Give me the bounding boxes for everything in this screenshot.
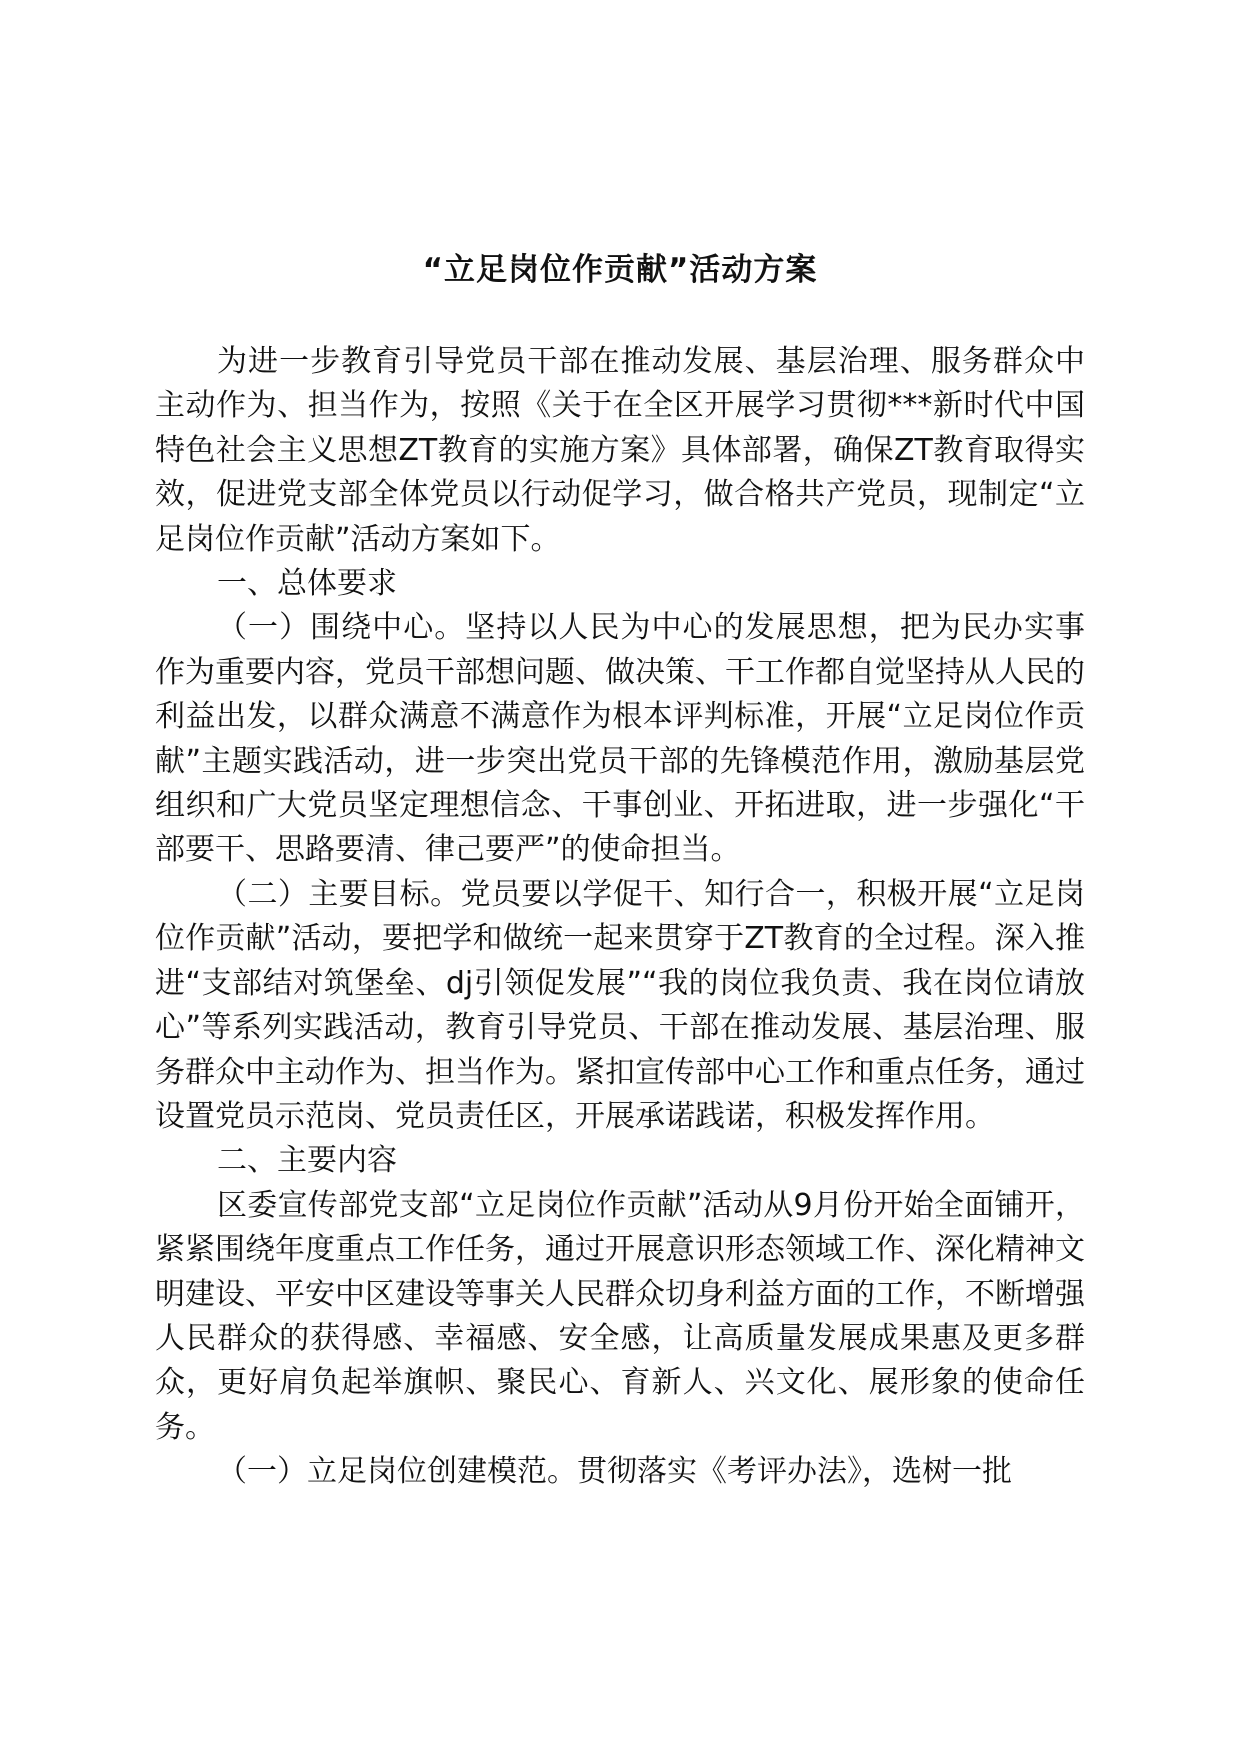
paragraph-main-goals: （二）主要目标。党员要以学促干、知行合一，积极开展“立足岗位作贡献”活动，要把学和做统一起来贯穿于ZT教育的全过程。深入推进“支部结对筑堡垒、dj引领促发展”“我的岗位我负责、我在岗位请放心”等系列实践活动，教育引导党员、干部在推动发展、基层治理、服务群众中主动作为、担当作为。紧扣宣传部中心工作和重点任务，通过设置党员示范岗、党员责任区，开展承诺践诺，积极发挥作用。 <box>155 876 1085 1134</box>
paragraph-main-content: 区委宣传部党支部“立足岗位作贡献”活动从9月份开始全面铺开，紧紧围绕年度重点工作任务，通过开展意识形态领域工作、深化精神文明建设、平安中区建设等事关人民群众切身利益方面的工作，不断增强人民群众的获得感、幸福感、安全感，让高质量发展成果惠及更多群众，更好肩负起举旗帜、聚民心、育新人、兴文化、展形象的使命任务。 <box>155 1187 1085 1445</box>
paragraph-focus-center: （一）围绕中心。坚持以人民为中心的发展思想，把为民办实事作为重要内容，党员干部想问题、做决策、干工作都自觉坚持从人民的利益出发，以群众满意不满意作为根本评判标准，开展“立足岗位作贡献”主题实践活动，进一步突出党员干部的先锋模范作用，激励基层党组织和广大党员坚定理想信念、干事创业、开拓进取，进一步强化“干部要干、思路要清、律己要严”的使命担当。 <box>155 610 1085 868</box>
section-heading-general-requirements: 一、总体要求 <box>217 566 397 602</box>
document-body <box>155 340 1085 1495</box>
document-title: “立足岗位作贡献”活动方案 <box>422 252 818 288</box>
paragraph-model-creation: （一）立足岗位创建模范。贯彻落实《考评办法》，选树一批 <box>217 1454 1012 1490</box>
paragraph-intro: 为进一步教育引导党员干部在推动发展、基层治理、服务群众中主动作为、担当作为，按照《关于在全区开展学习贯彻***新时代中国特色社会主义思想ZT教育的实施方案》具体部署，确保ZT教育取得实效，促进党支部全体党员以行动促学习，做合格共产党员，现制定“立足岗位作贡献”活动方案如下。 <box>155 344 1085 557</box>
section-heading-main-content: 二、主要内容 <box>217 1143 397 1179</box>
